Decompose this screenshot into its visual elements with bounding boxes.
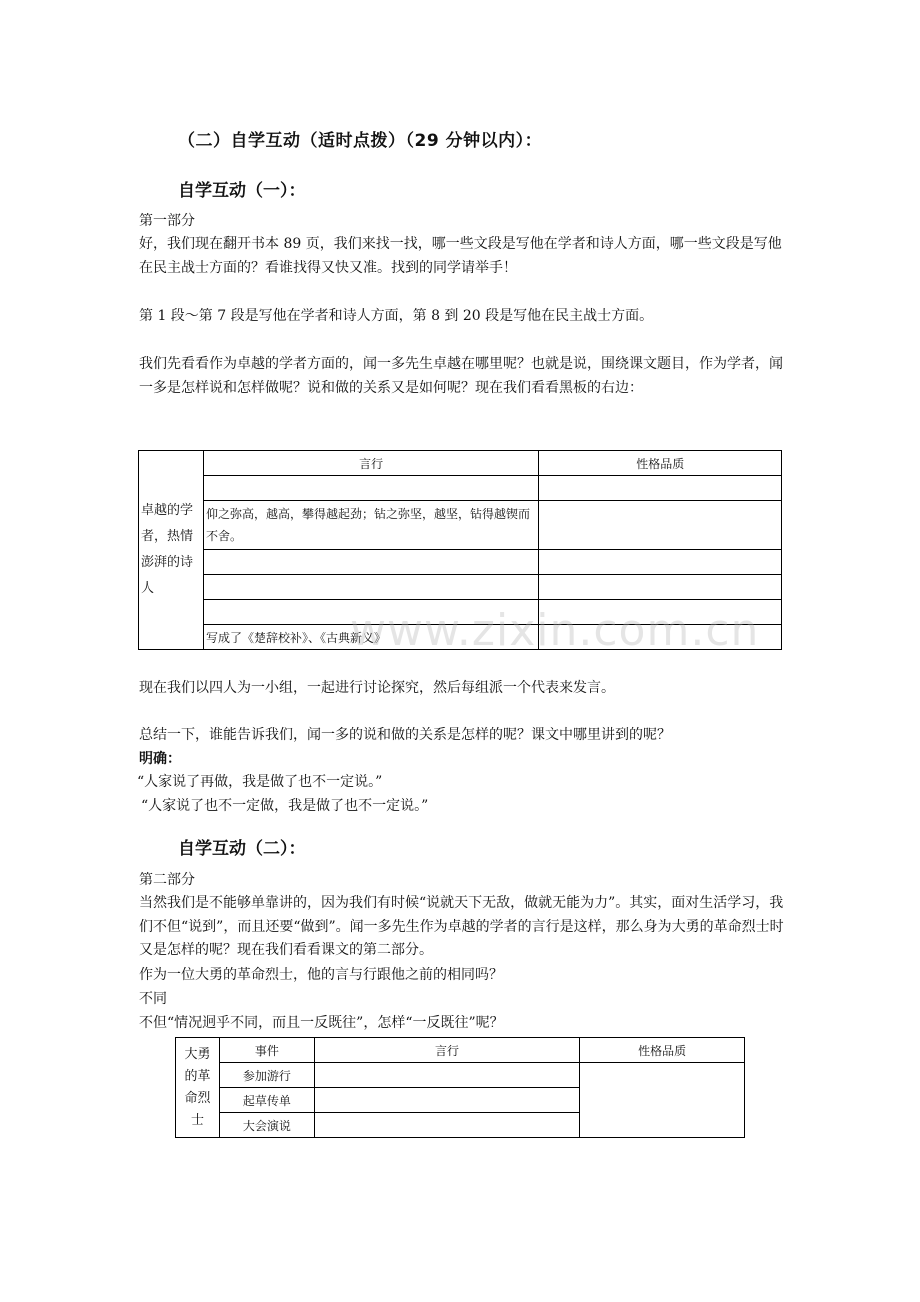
subheading-1: 自学互动（一）： (178, 181, 306, 201)
table-scholar-header-character: 性格品质 (539, 451, 782, 476)
paragraph-9: 不但“情况迥乎不同，而且一反既往”，怎样“一反既往”呢？ (139, 1015, 504, 1031)
table-martyr-event-3: 大会演说 (219, 1113, 314, 1138)
quote-1: “人家说了再做，我是做了也不一定说。” (137, 774, 383, 790)
table-martyr-header-event: 事件 (219, 1038, 314, 1063)
subheading-2: 自学互动（二）： (178, 839, 306, 859)
table-martyr-header-character: 性格品质 (580, 1038, 745, 1063)
clarify-label: 明确： (139, 751, 181, 767)
part1-label: 第一部分 (139, 213, 195, 229)
paragraph-4: 现在我们以四人为一小组，一起进行讨论探究，然后每组派一个代表来发言。 (139, 680, 615, 696)
paragraph-5: 总结一下，谁能告诉我们，闻一多的说和做的关系是怎样的呢？课文中哪里讲到的呢？ (139, 727, 671, 743)
paragraph-6: 当然我们是不能够单靠讲的，因为我们有时候“说就天下无敌，做就无能为力”。其实，面对生活学习，我们不但“说到”，而且还要“做到”。闻一多先生作为卓越的学者的言行是这样，那么身为大勇的革命烈士时又是怎样的呢？现在我们看看课文的第二部分。 (139, 895, 784, 958)
quote-2: “人家说了也不一定做，我是做了也不一定说。” (141, 798, 429, 814)
table-scholar-cell-works: 写成了《楚辞校补》、《古典新义》 (203, 625, 538, 650)
table-scholar-cell-quote: 仰之弥高，越高，攀得越起劲；钻之弥坚，越坚，钻得越锲而不舍。 (203, 501, 538, 550)
answer-label: 不同 (139, 991, 167, 1007)
paragraph-2: 第 1 段～第 7 段是写他在学者和诗人方面，第 8 到 20 段是写他在民主战士方面。 (139, 308, 654, 324)
table-martyr-header-words: 言行 (314, 1038, 580, 1063)
paragraph-3: 我们先看看作为卓越的学者方面的，闻一多先生卓越在哪里呢？也就是说，围绕课文题目，作为学者，闻一多是怎样说和怎样做呢？说和做的关系又是如何呢？现在我们看看黑板的右边： (139, 356, 783, 396)
part2-label: 第二部分 (139, 872, 195, 888)
table-martyr-event-2: 起草传单 (219, 1088, 314, 1113)
paragraph-7: 作为一位大勇的革命烈士，他的言与行跟他之前的相同吗？ (139, 967, 503, 983)
table-scholar-row-label: 卓越的学者，热情澎湃的诗人 (139, 451, 204, 650)
table-martyr (175, 1037, 745, 1138)
paragraph-1: 好，我们现在翻开书本 89 页，我们来找一找，哪一些文段是写他在学者和诗人方面，哪一些文段是写他在民主战士方面的？看谁找得又快又准。找到的同学请举手！ (139, 236, 782, 276)
section-heading: （二）自学互动（适时点拨）（29 分钟以内）： (178, 131, 543, 151)
table-martyr-row-label: 大勇的革命烈士 (176, 1038, 220, 1138)
table-scholar-header-words: 言行 (203, 451, 538, 476)
watermark: www.zixin.com.cn (350, 605, 760, 656)
table-martyr-event-1: 参加游行 (219, 1063, 314, 1088)
